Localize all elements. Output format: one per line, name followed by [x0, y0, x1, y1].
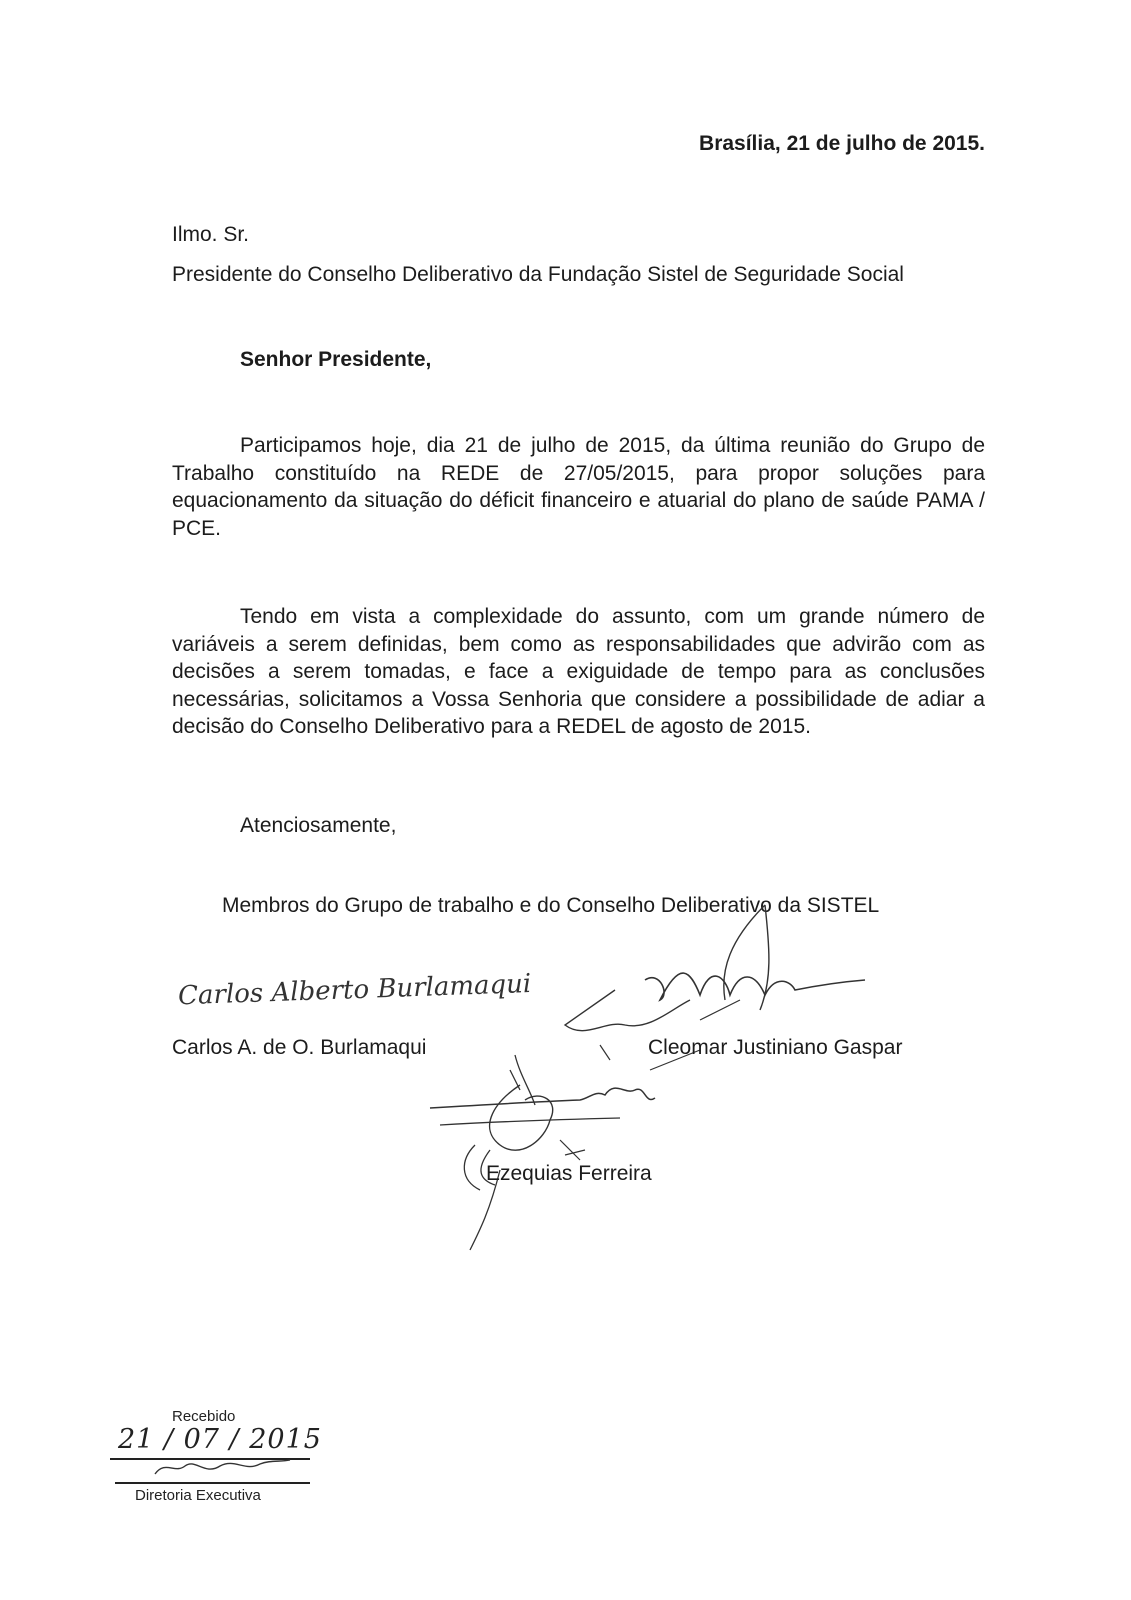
signers-intro: Membros do Grupo de trabalho e do Conselho Deliberativo da SISTEL [222, 894, 880, 917]
stamp-initials [140, 1452, 300, 1482]
stamp-received-date: 21 / 07 / 2015 [118, 1424, 322, 1455]
signature-carlos-handwriting: Carlos Alberto Burlamaqui [177, 969, 532, 1012]
signatory-name-carlos: Carlos A. de O. Burlamaqui [172, 1036, 427, 1059]
signature-carlos [170, 964, 550, 1014]
body-paragraph-2: Tendo em vista a complexidade do assunto, com um grande número de variáveis a serem definidas, bem como as responsabilidades que advirão com as decisões a serem tomadas, e face a exiguidade de tempo para as conclusões necessárias, solicitamos a Vossa Senhoria que considere a possibilidade de adiar a decisão do Conselho Deliberativo para a REDEL de agosto de 2015. [172, 605, 985, 738]
salutation: Ilmo. Sr. [172, 223, 250, 246]
stamp-department: Diretoria Executiva [135, 1487, 261, 1504]
body-paragraph-1: Participamos hoje, dia 21 de julho de 2015, da última reunião do Grupo de Trabalho constituído na REDE de 27/05/2015, para propor soluções para equacionamento da situação do déficit financeiro e atuarial do plano de saúde PAMA / PCE. [172, 434, 985, 540]
signature-ezequias [420, 1050, 680, 1260]
signatory-name-ezequias: Ezequias Ferreira [486, 1162, 652, 1185]
greeting: Senhor Presidente, [240, 348, 432, 371]
stamp-received-label: Recebido [172, 1408, 236, 1425]
signatory-name-cleomar: Cleomar Justiniano Gaspar [648, 1036, 903, 1059]
recipient-line: Presidente do Conselho Deliberativo da Fundação Sistel de Seguridade Social [172, 263, 904, 286]
closing: Atenciosamente, [240, 814, 397, 837]
letter-date: Brasília, 21 de julho de 2015. [699, 132, 985, 155]
stamp-line-lower [115, 1482, 310, 1484]
